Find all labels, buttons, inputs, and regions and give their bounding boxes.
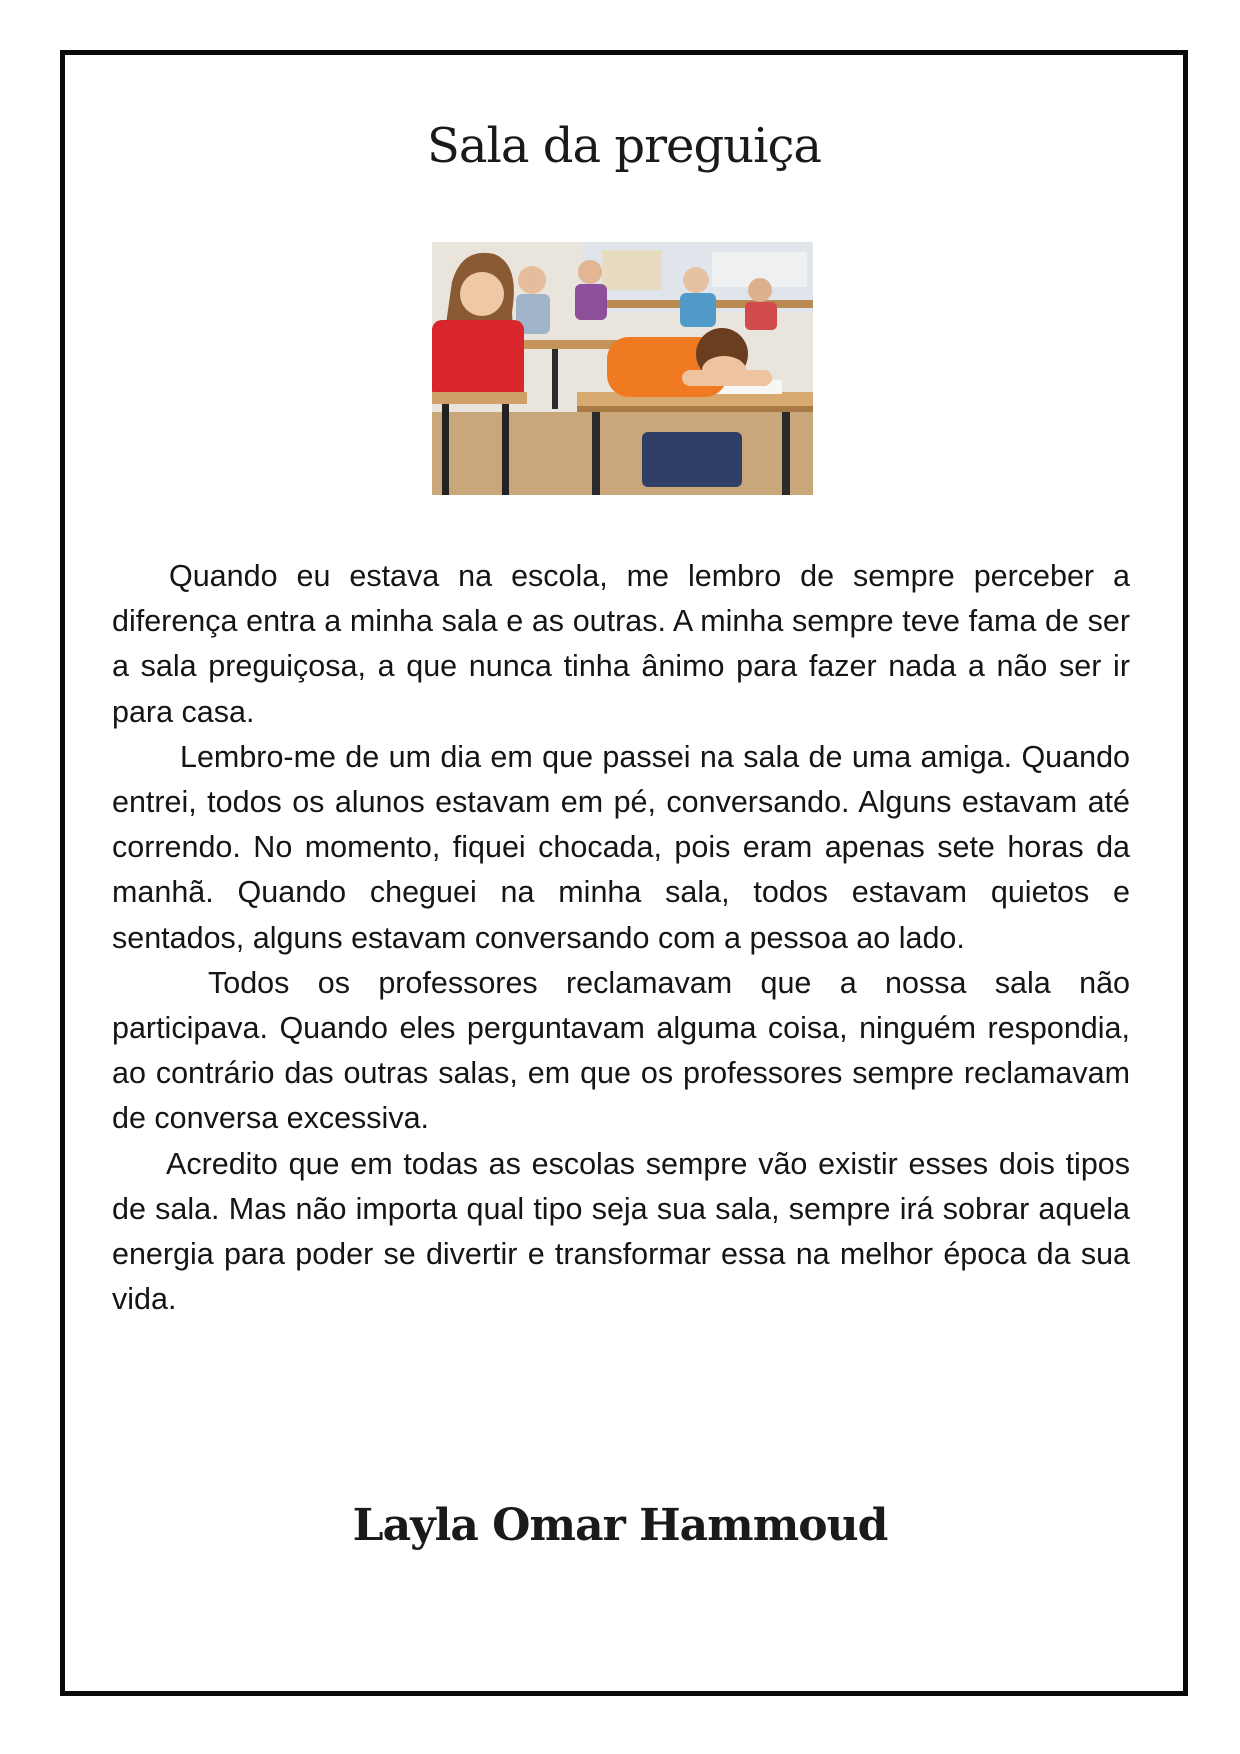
paragraph-4: Acredito que em todas as escolas sempre vão existir esses dois tipos de sala. Mas não importa qual tipo seja sua sala, sempre irá sobrar aquela energia para poder se divertir e transformar essa na melhor época da sua vida. [112, 1146, 1130, 1317]
classroom-photo [432, 242, 813, 495]
page-title: Sala da preguiça [427, 118, 821, 174]
paragraph-1: Quando eu estava na escola, me lembro de sempre perceber a diferença entra a minha sala e as outras. A minha sempre teve fama de ser a sala preguiçosa, a que nunca tinha ânimo para fazer nada a não ser ir para casa. [112, 559, 1130, 729]
author-name: Layla Omar Hammoud [352, 1500, 888, 1551]
paragraph-3: Todos os professores reclamavam que a nossa sala não participava. Quando eles perguntavam alguma coisa, ninguém respondia, ao contrário das outras salas, em que os professores sempre reclamavam de conversa excessiva. [112, 965, 1130, 1136]
essay-body [112, 554, 1130, 1322]
paragraph-2: Lembro-me de um dia em que passei na sala de uma amiga. Quando entrei, todos os alunos estavam em pé, conversando. Alguns estavam até correndo. No momento, fiquei chocada, pois eram apenas sete horas da manhã. Quando cheguei na minha sala, todos estavam quietos e sentados, alguns estavam conversando com a pessoa ao lado. [112, 739, 1130, 955]
